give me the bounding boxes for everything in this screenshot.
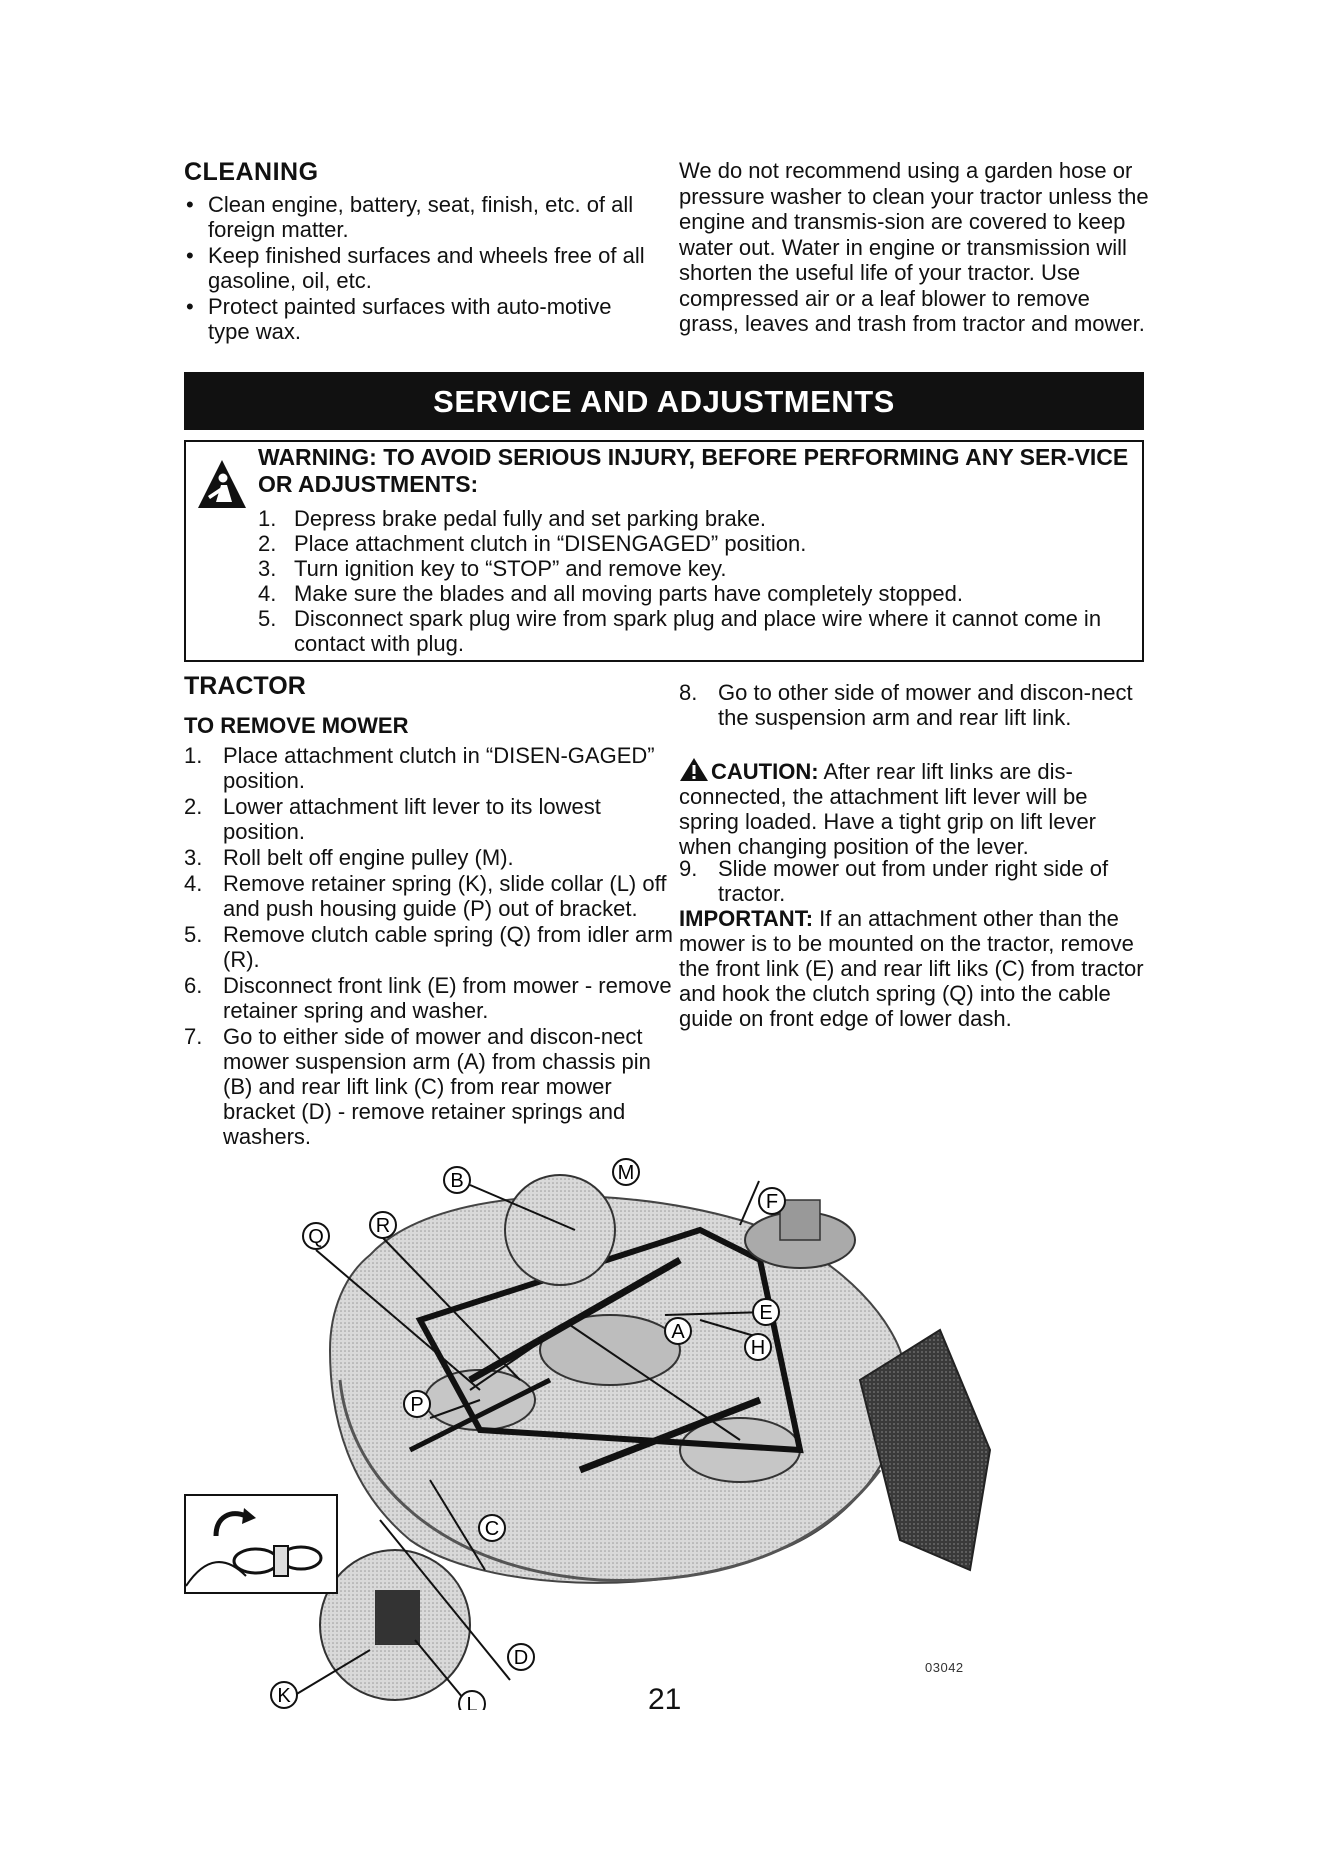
step-number: 9. bbox=[679, 856, 698, 881]
page-number: 21 bbox=[648, 1683, 682, 1716]
step-text: Slide mower out from under right side of tractor. bbox=[718, 856, 1109, 906]
callout-a bbox=[665, 1318, 691, 1344]
callout-label: K bbox=[277, 1685, 291, 1707]
cleaning-paragraph: We do not recommend using a garden hose or pressure washer to clean your tractor unless the engine and transmis-sion are covered to keep water out. Water in engine or transmission will shorten the useful life of your tractor. Use compressed air or a leaf blower to remove grass, leaves and trash from tractor and mower. bbox=[679, 158, 1149, 336]
step-number: 3. bbox=[184, 845, 203, 870]
retainer-spring-inset bbox=[184, 1494, 338, 1594]
remove-mower-steps bbox=[184, 743, 674, 1150]
step-text: Roll belt off engine pulley (M). bbox=[223, 845, 514, 870]
warning-step bbox=[258, 606, 1138, 656]
rotate-arrow-icon bbox=[216, 1514, 246, 1536]
step-text: Depress brake pedal fully and set parking brake. bbox=[294, 506, 767, 531]
remove-mower-subheading: TO REMOVE MOWER bbox=[184, 713, 409, 738]
callout-f bbox=[759, 1188, 785, 1214]
figure-number: 03042 bbox=[925, 1660, 964, 1675]
step-number: 6. bbox=[184, 973, 203, 998]
cleaning-bullet-list bbox=[184, 192, 654, 345]
callout-label: D bbox=[513, 1647, 529, 1669]
step-text: Disconnect spark plug wire from spark plug and place wire where it cannot come in contact with plug. bbox=[294, 606, 1102, 656]
important-note bbox=[679, 906, 1149, 1031]
warning-step bbox=[258, 531, 1138, 556]
step-text: Lower attachment lift lever to its lowest position. bbox=[223, 794, 601, 844]
section-banner: SERVICE AND ADJUSTMENTS bbox=[184, 372, 1144, 430]
callout-l bbox=[459, 1691, 485, 1710]
callout-q bbox=[303, 1223, 329, 1249]
callout-label: Q bbox=[308, 1226, 324, 1248]
remove-mower-steps-continued bbox=[679, 680, 1149, 730]
caution-label: CAUTION: bbox=[711, 759, 819, 784]
step-text: Go to other side of mower and discon-nect the suspension arm and rear lift link. bbox=[718, 680, 1133, 730]
important-text: If an attachment other than the mower is to be mounted on the tractor, remove the front link (E) and rear lift liks (C) from tractor and hook the clutch spring (Q) into the cable guide on front edge of lower dash. bbox=[679, 906, 1144, 1031]
callout-b bbox=[444, 1167, 470, 1193]
callout-p bbox=[404, 1391, 430, 1417]
step-text: Place attachment clutch in “DISEN-GAGED” position. bbox=[223, 743, 655, 793]
cleaning-bullet: • Clean engine, battery, seat, finish, etc. of all foreign matter. bbox=[184, 192, 654, 242]
housing-guide-shape bbox=[375, 1590, 420, 1645]
remove-step bbox=[184, 973, 674, 1023]
cleaning-bullet: • Protect painted surfaces with auto-motive type wax. bbox=[184, 294, 654, 344]
cleaning-heading: CLEANING bbox=[184, 158, 319, 186]
warning-step bbox=[258, 506, 1138, 531]
callout-d bbox=[508, 1644, 534, 1670]
warning-step bbox=[258, 581, 1138, 606]
callout-e bbox=[753, 1299, 779, 1325]
engine-shaft-shape bbox=[780, 1200, 820, 1240]
callout-k bbox=[271, 1682, 297, 1708]
step-number: 3. bbox=[258, 556, 277, 581]
callout-label: F bbox=[765, 1191, 779, 1213]
tractor-heading: TRACTOR bbox=[184, 672, 306, 700]
step-text: Disconnect front link (E) from mower - remove retainer spring and washer. bbox=[223, 973, 672, 1023]
step-number: 1. bbox=[258, 506, 277, 531]
step-text: Remove retainer spring (K), slide collar (L) off and push housing guide (P) out of bracket. bbox=[223, 871, 667, 921]
step-number: 2. bbox=[184, 794, 203, 819]
detail-circle-shape bbox=[505, 1175, 615, 1285]
step-number: 7. bbox=[184, 1024, 203, 1049]
remove-step bbox=[184, 1024, 674, 1149]
warning-person-icon bbox=[196, 458, 248, 512]
mower-deck-diagram bbox=[180, 1150, 1000, 1710]
caution-triangle-icon bbox=[679, 757, 709, 782]
remove-step bbox=[184, 871, 674, 921]
callout-label: C bbox=[484, 1518, 500, 1540]
callout-label: E bbox=[759, 1302, 773, 1324]
step-number: 4. bbox=[184, 871, 203, 896]
step-number: 4. bbox=[258, 581, 277, 606]
step-text: Turn ignition key to “STOP” and remove key. bbox=[294, 556, 727, 581]
callout-label: A bbox=[671, 1321, 685, 1343]
step-text: Place attachment clutch in “DISENGAGED” position. bbox=[294, 531, 807, 556]
callout-label: H bbox=[750, 1337, 766, 1359]
warning-step bbox=[258, 556, 1138, 581]
callout-label: R bbox=[375, 1215, 391, 1237]
callout-r bbox=[370, 1212, 396, 1238]
step-number: 5. bbox=[184, 922, 203, 947]
cleaning-bullet: • Keep finished surfaces and wheels free of all gasoline, oil, etc. bbox=[184, 243, 654, 293]
remove-step bbox=[184, 794, 674, 844]
remove-step bbox=[679, 856, 1149, 906]
callout-label: M bbox=[617, 1162, 635, 1184]
remove-step bbox=[184, 922, 674, 972]
step-number: 2. bbox=[258, 531, 277, 556]
callout-label: L bbox=[466, 1694, 478, 1710]
callout-c bbox=[479, 1515, 505, 1541]
caution-note bbox=[679, 757, 1149, 859]
remove-mower-final-step bbox=[679, 856, 1149, 906]
step-number: 5. bbox=[258, 606, 277, 631]
step-text: Make sure the blades and all moving parts have completely stopped. bbox=[294, 581, 963, 606]
callout-label: B bbox=[450, 1170, 464, 1192]
remove-step bbox=[184, 743, 674, 793]
step-text: Remove clutch cable spring (Q) from idler arm (R). bbox=[223, 922, 673, 972]
remove-step bbox=[679, 680, 1149, 730]
callout-h bbox=[745, 1334, 771, 1360]
callout-label: P bbox=[410, 1394, 424, 1416]
warning-steps bbox=[258, 506, 1138, 656]
remove-step bbox=[184, 845, 674, 870]
caution-text: After rear lift links are dis-connected, the attachment lift lever will be spring loaded. Have a tight grip on lift lever when changing position of the lever. bbox=[679, 759, 1097, 859]
step-number: 8. bbox=[679, 680, 698, 705]
step-text: Go to either side of mower and discon-nect mower suspension arm (A) from chassis pin (B) and rear lift link (C) from rear mower bracket (D) - remove retainer springs and washers. bbox=[223, 1024, 651, 1149]
callout-m bbox=[613, 1159, 639, 1185]
step-number: 1. bbox=[184, 743, 203, 768]
warning-heading: WARNING: TO AVOID SERIOUS INJURY, BEFORE PERFORMING ANY SER-VICE OR ADJUSTMENTS: bbox=[258, 444, 1129, 497]
important-label: IMPORTANT: bbox=[679, 906, 814, 931]
